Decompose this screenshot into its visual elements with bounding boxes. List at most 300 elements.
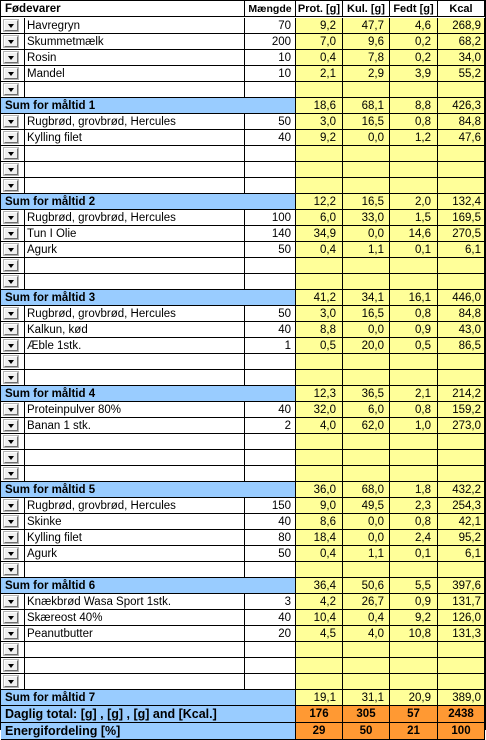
chevron-down-icon[interactable] [4,212,18,223]
chevron-down-icon[interactable] [4,308,18,319]
dropdown-cell[interactable] [1,370,25,386]
protein-cell [296,434,343,450]
fat-cell [390,82,438,98]
chevron-down-icon[interactable] [4,116,18,127]
fat-cell: 10,8 [390,626,438,642]
quantity-cell[interactable] [245,562,296,578]
meal-sum-label: Sum for måltid 5 [1,482,296,498]
fat-cell: 0,8 [390,514,438,530]
carb-cell [343,434,390,450]
dropdown-cell[interactable] [1,658,25,674]
kcal-cell: 268,9 [438,18,485,34]
food-name-cell[interactable]: Kalkun, kød [25,322,245,338]
food-row [1,114,485,130]
chevron-down-icon[interactable] [4,324,18,335]
protein-cell [296,178,343,194]
protein-cell: 9,2 [296,18,343,34]
chevron-down-icon[interactable] [4,20,18,31]
chevron-down-icon[interactable] [4,660,18,671]
kcal-cell [438,370,485,386]
chevron-down-icon[interactable] [4,36,18,47]
carb-cell [343,674,390,690]
food-row [1,498,485,514]
chevron-down-icon[interactable] [4,244,18,255]
carb-cell: 0,0 [343,530,390,546]
carb-cell [343,178,390,194]
chevron-down-icon[interactable] [4,404,18,415]
food-name-cell[interactable] [25,146,245,162]
kcal-sum-cell: 132,4 [438,194,485,210]
kcal-sum-cell: 426,3 [438,98,485,114]
carb-cell [343,466,390,482]
chevron-down-icon[interactable] [4,164,18,175]
dropdown-cell[interactable] [1,18,25,34]
chevron-down-icon[interactable] [4,372,18,383]
carb-cell: 1,1 [343,242,390,258]
carb-cell: 9,6 [343,34,390,50]
food-row [1,610,485,626]
fat-cell [390,354,438,370]
food-row [1,226,485,242]
quantity-cell[interactable]: 50 [245,306,296,322]
header-row [1,1,485,17]
empty-food-row [1,434,485,450]
meal-sum-row [1,386,485,402]
carb-cell [343,562,390,578]
food-name-cell[interactable]: Peanutbutter [25,626,245,642]
kcal-cell [438,466,485,482]
dropdown-cell[interactable] [1,450,25,466]
kcal-cell: 47,6 [438,130,485,146]
carb-sum-cell: 36,5 [343,386,390,402]
kcal-sum-cell: 214,2 [438,386,485,402]
fat-cell: 0,2 [390,50,438,66]
dropdown-cell[interactable] [1,322,25,338]
quantity-cell[interactable]: 40 [245,514,296,530]
food-name-cell[interactable]: Rosin [25,50,245,66]
dropdown-cell[interactable] [1,50,25,66]
food-name-cell[interactable]: Rugbrød, grovbrød, Hercules [25,114,245,130]
kcal-cell [438,354,485,370]
quantity-cell[interactable]: 50 [245,546,296,562]
carb-cell: 26,7 [343,594,390,610]
dropdown-cell[interactable] [1,178,25,194]
protein-cell: 8,8 [296,322,343,338]
dropdown-cell[interactable] [1,642,25,658]
quantity-cell[interactable] [245,146,296,162]
food-row [1,514,485,530]
kcal-cell: 6,1 [438,242,485,258]
header-fedt: Fedt [g] [390,1,438,17]
carb-cell [343,146,390,162]
kcal-cell: 159,2 [438,402,485,418]
dropdown-cell[interactable] [1,210,25,226]
header-kcal: Kcal [438,1,485,17]
empty-food-row [1,146,485,162]
empty-food-row [1,178,485,194]
kcal-cell: 55,2 [438,66,485,82]
quantity-cell[interactable] [245,466,296,482]
protein-sum-cell: 176 [296,706,343,723]
food-name-cell[interactable]: Mandel [25,66,245,82]
meal-sum-row [1,690,485,706]
quantity-cell[interactable]: 20 [245,626,296,642]
chevron-down-icon[interactable] [4,436,18,447]
daily-total-row [1,723,485,740]
food-name-cell[interactable]: Knækbrød Wasa Sport 1stk. [25,594,245,610]
quantity-cell[interactable] [245,162,296,178]
fat-sum-cell: 57 [390,706,438,723]
kcal-cell [438,658,485,674]
kcal-cell: 131,3 [438,626,485,642]
quantity-cell[interactable]: 80 [245,530,296,546]
chevron-down-icon[interactable] [4,260,18,271]
food-name-cell[interactable]: Banan 1 stk. [25,418,245,434]
carb-cell: 20,0 [343,338,390,354]
quantity-cell[interactable] [245,370,296,386]
fat-cell: 14,6 [390,226,438,242]
dropdown-cell[interactable] [1,530,25,546]
food-name-cell[interactable] [25,82,245,98]
quantity-cell[interactable]: 200 [245,34,296,50]
fat-sum-cell: 1,8 [390,482,438,498]
food-name-cell[interactable]: Rugbrød, grovbrød, Hercules [25,210,245,226]
dropdown-cell[interactable] [1,66,25,82]
carb-cell [343,162,390,178]
kcal-cell [438,562,485,578]
dropdown-cell[interactable] [1,402,25,418]
chevron-down-icon[interactable] [4,420,18,431]
dropdown-cell[interactable] [1,162,25,178]
chevron-down-icon[interactable] [4,148,18,159]
dropdown-cell[interactable] [1,514,25,530]
food-name-cell[interactable]: Skummetmælk [25,34,245,50]
carb-cell: 33,0 [343,210,390,226]
fat-cell [390,146,438,162]
protein-cell [296,466,343,482]
header-maengde: Mængde [245,1,296,17]
food-name-cell[interactable] [25,642,245,658]
dropdown-cell[interactable] [1,626,25,642]
kcal-cell: 6,1 [438,546,485,562]
meal-sum-label: Sum for måltid 7 [1,690,296,706]
protein-cell: 4,0 [296,418,343,434]
meal-sum-label: Sum for måltid 1 [1,98,296,114]
food-row [1,546,485,562]
food-name-cell[interactable] [25,466,245,482]
carb-sum-cell: 68,1 [343,98,390,114]
dropdown-cell[interactable] [1,466,25,482]
meal-sum-row [1,290,485,306]
food-row [1,306,485,322]
meal-sum-label: Sum for måltid 4 [1,386,296,402]
food-row [1,130,485,146]
food-name-cell[interactable]: Rugbrød, grovbrød, Hercules [25,498,245,514]
food-row [1,322,485,338]
food-name-cell[interactable]: Proteinpulver 80% [25,402,245,418]
kcal-cell [438,274,485,290]
fat-cell: 0,9 [390,322,438,338]
kcal-cell: 42,1 [438,514,485,530]
protein-cell: 0,4 [296,546,343,562]
quantity-cell[interactable]: 100 [245,210,296,226]
protein-cell: 9,0 [296,498,343,514]
kcal-cell: 270,5 [438,226,485,242]
carb-cell: 49,5 [343,498,390,514]
food-row [1,34,485,50]
carb-cell: 4,0 [343,626,390,642]
chevron-down-icon[interactable] [4,676,18,687]
empty-food-row [1,450,485,466]
food-name-cell[interactable] [25,354,245,370]
empty-food-row [1,354,485,370]
food-name-cell[interactable] [25,162,245,178]
quantity-cell[interactable] [245,642,296,658]
chevron-down-icon[interactable] [4,340,18,351]
kcal-sum-cell: 389,0 [438,690,485,706]
protein-cell [296,162,343,178]
carb-cell: 47,7 [343,18,390,34]
meal-sum-label: Sum for måltid 2 [1,194,296,210]
food-name-cell[interactable]: Havregryn [25,18,245,34]
carb-cell [343,450,390,466]
dropdown-cell[interactable] [1,562,25,578]
quantity-cell[interactable]: 10 [245,50,296,66]
carb-sum-cell: 305 [343,706,390,723]
chevron-down-icon[interactable] [4,452,18,463]
quantity-cell[interactable] [245,674,296,690]
quantity-cell[interactable]: 10 [245,66,296,82]
carb-cell: 6,0 [343,402,390,418]
quantity-cell[interactable] [245,178,296,194]
dropdown-cell[interactable] [1,338,25,354]
empty-food-row [1,274,485,290]
food-name-cell[interactable] [25,274,245,290]
carb-cell [343,354,390,370]
food-name-cell[interactable]: Agurk [25,242,245,258]
food-name-cell[interactable] [25,178,245,194]
carb-cell [343,258,390,274]
chevron-down-icon[interactable] [4,628,18,639]
food-name-cell[interactable]: Kylling filet [25,530,245,546]
quantity-cell[interactable] [245,434,296,450]
protein-sum-cell: 36,4 [296,578,343,594]
food-name-cell[interactable] [25,370,245,386]
protein-cell: 2,1 [296,66,343,82]
kcal-cell: 273,0 [438,418,485,434]
header-prot: Prot. [g] [296,1,343,17]
kcal-cell [438,674,485,690]
quantity-cell[interactable]: 3 [245,594,296,610]
chevron-down-icon[interactable] [4,596,18,607]
food-row [1,402,485,418]
chevron-down-icon[interactable] [4,564,18,575]
chevron-down-icon[interactable] [4,276,18,287]
quantity-cell[interactable]: 40 [245,610,296,626]
food-name-cell[interactable]: Tun I Olie [25,226,245,242]
dropdown-cell[interactable] [1,434,25,450]
food-name-cell[interactable] [25,434,245,450]
kcal-cell [438,642,485,658]
food-name-cell[interactable]: Skæreost 40% [25,610,245,626]
fat-cell [390,642,438,658]
protein-cell: 0,4 [296,50,343,66]
food-name-cell[interactable]: Kylling filet [25,130,245,146]
fat-cell [390,466,438,482]
carb-sum-cell: 68,0 [343,482,390,498]
fat-cell: 0,9 [390,594,438,610]
fat-cell [390,658,438,674]
food-name-cell[interactable] [25,674,245,690]
quantity-cell[interactable] [245,450,296,466]
quantity-cell[interactable]: 40 [245,402,296,418]
food-name-cell[interactable] [25,450,245,466]
dropdown-cell[interactable] [1,258,25,274]
kcal-cell [438,258,485,274]
protein-cell [296,82,343,98]
quantity-cell[interactable]: 50 [245,114,296,130]
dropdown-cell[interactable] [1,674,25,690]
dropdown-cell[interactable] [1,34,25,50]
protein-cell [296,370,343,386]
protein-cell: 7,0 [296,34,343,50]
food-name-cell[interactable]: Rugbrød, grovbrød, Hercules [25,306,245,322]
fat-cell: 1,5 [390,210,438,226]
protein-cell: 6,0 [296,210,343,226]
dropdown-cell[interactable] [1,354,25,370]
carb-cell: 0,4 [343,610,390,626]
quantity-cell[interactable]: 2 [245,418,296,434]
carb-cell: 62,0 [343,418,390,434]
kcal-cell: 34,0 [438,50,485,66]
dropdown-cell[interactable] [1,242,25,258]
fat-cell: 2,4 [390,530,438,546]
quantity-cell[interactable]: 1 [245,338,296,354]
quantity-cell[interactable] [245,82,296,98]
dropdown-cell[interactable] [1,498,25,514]
kcal-sum-cell: 100 [438,723,485,740]
dropdown-cell[interactable] [1,610,25,626]
food-name-cell[interactable]: Æble 1stk. [25,338,245,354]
protein-cell: 9,2 [296,130,343,146]
quantity-cell[interactable] [245,658,296,674]
quantity-cell[interactable] [245,274,296,290]
food-row [1,66,485,82]
kcal-sum-cell: 446,0 [438,290,485,306]
dropdown-cell[interactable] [1,130,25,146]
dropdown-cell[interactable] [1,274,25,290]
chevron-down-icon[interactable] [4,516,18,527]
carb-cell [343,642,390,658]
chevron-down-icon[interactable] [4,548,18,559]
dropdown-cell[interactable] [1,114,25,130]
fat-cell [390,258,438,274]
quantity-cell[interactable]: 40 [245,322,296,338]
carb-sum-cell: 16,5 [343,194,390,210]
chevron-down-icon[interactable] [4,500,18,511]
quantity-cell[interactable]: 40 [245,130,296,146]
protein-cell: 4,5 [296,626,343,642]
quantity-cell[interactable]: 150 [245,498,296,514]
kcal-cell: 126,0 [438,610,485,626]
protein-cell [296,642,343,658]
empty-food-row [1,562,485,578]
dropdown-cell[interactable] [1,546,25,562]
kcal-cell: 68,2 [438,34,485,50]
empty-food-row [1,162,485,178]
food-row [1,530,485,546]
kcal-sum-cell: 397,6 [438,578,485,594]
quantity-cell[interactable] [245,354,296,370]
carb-cell: 2,9 [343,66,390,82]
chevron-down-icon[interactable] [4,356,18,367]
chevron-down-icon[interactable] [4,52,18,63]
dropdown-cell[interactable] [1,594,25,610]
food-row [1,18,485,34]
chevron-down-icon[interactable] [4,468,18,479]
dropdown-cell[interactable] [1,146,25,162]
fat-sum-cell: 16,1 [390,290,438,306]
food-name-cell[interactable] [25,562,245,578]
protein-cell: 8,6 [296,514,343,530]
fat-cell [390,178,438,194]
carb-cell [343,658,390,674]
protein-cell: 4,2 [296,594,343,610]
protein-sum-cell: 19,1 [296,690,343,706]
food-name-cell[interactable]: Skinke [25,514,245,530]
food-row [1,50,485,66]
fat-sum-cell: 21 [390,723,438,740]
quantity-cell[interactable]: 50 [245,242,296,258]
empty-food-row [1,258,485,274]
quantity-cell[interactable]: 140 [245,226,296,242]
empty-food-row [1,466,485,482]
kcal-cell: 84,8 [438,114,485,130]
kcal-cell [438,82,485,98]
chevron-down-icon[interactable] [4,644,18,655]
chevron-down-icon[interactable] [4,612,18,623]
protein-cell [296,562,343,578]
kcal-cell: 84,8 [438,306,485,322]
food-row [1,338,485,354]
quantity-cell[interactable] [245,258,296,274]
quantity-cell[interactable]: 70 [245,18,296,34]
dropdown-cell[interactable] [1,82,25,98]
chevron-down-icon[interactable] [4,532,18,543]
protein-cell [296,146,343,162]
protein-cell: 0,5 [296,338,343,354]
chevron-down-icon[interactable] [4,132,18,143]
chevron-down-icon[interactable] [4,84,18,95]
fat-cell [390,562,438,578]
chevron-down-icon[interactable] [4,228,18,239]
carb-sum-cell: 34,1 [343,290,390,306]
food-name-cell[interactable] [25,258,245,274]
chevron-down-icon[interactable] [4,68,18,79]
dropdown-cell[interactable] [1,306,25,322]
empty-food-row [1,82,485,98]
food-name-cell[interactable] [25,658,245,674]
food-row [1,594,485,610]
protein-cell: 3,0 [296,114,343,130]
fat-cell: 0,8 [390,402,438,418]
chevron-down-icon[interactable] [4,180,18,191]
fat-sum-cell: 20,9 [390,690,438,706]
kcal-cell [438,450,485,466]
food-name-cell[interactable]: Agurk [25,546,245,562]
dropdown-cell[interactable] [1,226,25,242]
dropdown-cell[interactable] [1,418,25,434]
